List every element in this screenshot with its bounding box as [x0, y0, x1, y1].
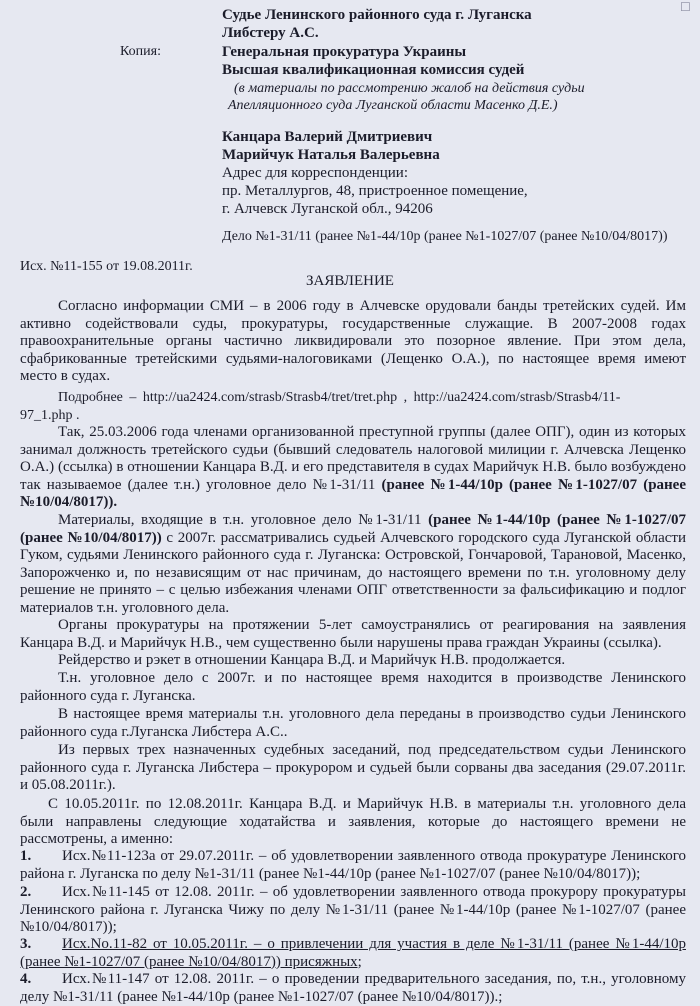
addressee-line-6: Апелляционного суда Луганской области Масенко Д.Е.) [228, 98, 558, 113]
links-text-continued: 97_1.php . [20, 408, 80, 423]
paragraph-6: Рейдерство и рэкет в отношении Канцара В.Д. и Марийчук Н.В. продолжается. [58, 652, 566, 668]
paragraph-9: Из первых трех назначенных судебных заседаний, под председательством судьи Ленинского районного суда г. Луганска Либстера – прокурором и судьей были сорваны два заседания (29.07.2011г. и 05.08.2011г.). [20, 742, 686, 794]
paragraph-7: Т.н. уголовное дело с 2007г. и по настоящее время находится в производстве Ленинского районного суда г. Луганска. [20, 670, 686, 704]
addressee-line-2: Либстеру А.С. [222, 25, 319, 41]
addressee-line-1: Судье Ленинского районного суда г. Луганска [222, 7, 532, 23]
list-item-text: Исх.№11-147 от 12.08. 2011г. – о проведении предварительного заседания, по, т.н., уголовному делу №1-31/11 (ранее №1-44/10р (ранее №1-1027/07 (ранее №10/04/8017)).; [20, 971, 686, 1005]
copy-label: Копия: [120, 44, 161, 59]
paragraph-links-line-1 [20, 389, 620, 406]
outgoing-number: Исх. №11-155 от 19.08.2011г. [20, 259, 193, 274]
paragraph-4-start: Материалы, входящие в т.н. уголовное дело №1-31/11 [58, 512, 422, 528]
list-item-number: 1. [20, 848, 32, 864]
list-item-number: 3. [20, 936, 32, 952]
sender-name-2: Марийчук Наталья Валерьевна [222, 147, 440, 163]
list-item-text: Исх.№11-123а от 29.07.2011г. – об удовлетворении заявленного отвода прокуратуре Ленинского района г. Луганска по делу №1-31/11 (ранее №1-44/10р (ранее №1-1027/07 (ранее №10/04/8017)); [20, 848, 686, 882]
list-item [20, 936, 686, 971]
paragraph-3 [20, 424, 686, 512]
paragraph-4-case-numbers: (ранее №1-44/10р (ранее №1-1027/07 (ранее №10/04/8017)) [20, 512, 687, 546]
list-item-number: 2. [20, 884, 32, 900]
paragraph-4 [20, 512, 686, 618]
paragraph-10: С 10.05.2011г. по 12.08.2011г. Канцара В.Д. и Марийчук Н.В. в материалы т.н. уголовного дела были направлены следующие ходатайства и заявления, которые до настоящего времени не рассмотрены, а именно: [20, 796, 686, 848]
paragraph-4-rest: с 2007г. рассматривались судьей Алчевского городского суда Луганской области Гуком, судьями Ленинского районного суда г. Луганска: Островской, Гончаровой, Тарановой, Масенко, Запорожченко и, по независящим от нас причинам, до настоящего времени по т.н. уголовному делу решение не принято – с целью избежания членами ОПГ ответственности за фальсификацию и подлог материалов т.н. уголовного дела. [20, 529, 686, 616]
list-item-text: Исх.No.11-82 от 10.05.2011г. – о привлечении для участия в деле №1-31/11 (ранее №1-44/10р (ранее №1-1027/07 (ранее №10/04/8017)) присяжных; [20, 936, 686, 970]
list-item-text: Исх.№11-145 от 12.08. 2011г. – об удовлетворении заявленного отвода прокурору прокуратуры Ленинского района г. Луганска Чижу по делу №1-31/11 (ранее №1-44/10р (ранее №1-1027/07 (ранее №10/04/8017)); [20, 884, 686, 936]
sender-address-line-1: пр. Металлургов, 48, пристроенное помещение, [222, 183, 528, 199]
document-title: ЗАЯВЛЕНИЕ [306, 273, 394, 289]
paragraph-3-text: Так, 25.03.2006 года членами организованной преступной группы (далее ОПГ), один из которых занимал должность третейского судьи (бывший следователь налоговой милиции г. Алчевска Лещенко О.А.) (ссылка) в отношении Канцара В.Д. и его представителя в судах Марийчук Н.В. было возбуждено так называемое (далее т.н.) уголовное дело №1-31/11 [20, 424, 686, 493]
list-item-number: 4. [20, 971, 32, 987]
list-item [20, 971, 686, 1006]
case-reference: Дело №1-31/11 (ранее №1-44/10р (ранее №1-1027/07 (ранее №10/04/8017)) [222, 229, 668, 244]
list-item [20, 884, 686, 937]
paragraph-8: В настоящее время материалы т.н. уголовного дела переданы в производство судьи Ленинского районного суда г.Луганска Либстера А.С.. [20, 706, 686, 740]
list-item [20, 848, 686, 883]
addressee-line-4: Высшая квалификационная комиссия судей [222, 62, 525, 78]
paragraph-3-case-numbers: (ранее №1-44/10р (ранее №1-1027/07 (ранее №10/04/8017)). [20, 476, 686, 511]
addressee-line-3: Генеральная прокуратура Украины [222, 44, 467, 60]
sender-name-1: Канцара Валерий Дмитриевич [222, 129, 433, 145]
paragraph-1: Согласно информации СМИ – в 2006 году в Алчевске орудовали банды третейских судей. Им активно содействовали суды, прокуратуры, государственные служащие. В 2007-2008 годах правоохранительные органы частично ликвидировали это позорное явление. При этом дела, сфабрикованные третейскими судьями-налоговиками (Лещенко О.А.), по настоящее время имеют место в судах. [20, 298, 686, 385]
sender-address-line-2: г. Алчевск Луганской обл., 94206 [222, 201, 433, 217]
links-text: Подробнее – http://ua2424.com/strasb/Strasb4/tret/tret.php , http://ua2424.com/strasb/Strasb4/11- [58, 390, 621, 405]
corner-mark-icon: ☐ [680, 0, 691, 14]
paragraph-5: Органы прокуратуры на протяжении 5-лет самоустранялись от реагирования на заявления Канцара В.Д. и Марийчук Н.В., чем существенно были нарушены права граждан Украины (ссылка). [20, 617, 686, 651]
sender-address-label: Адрес для корреспонденции: [222, 165, 409, 181]
addressee-line-5: (в материалы по рассмотрению жалоб на действия судьи [234, 81, 585, 96]
